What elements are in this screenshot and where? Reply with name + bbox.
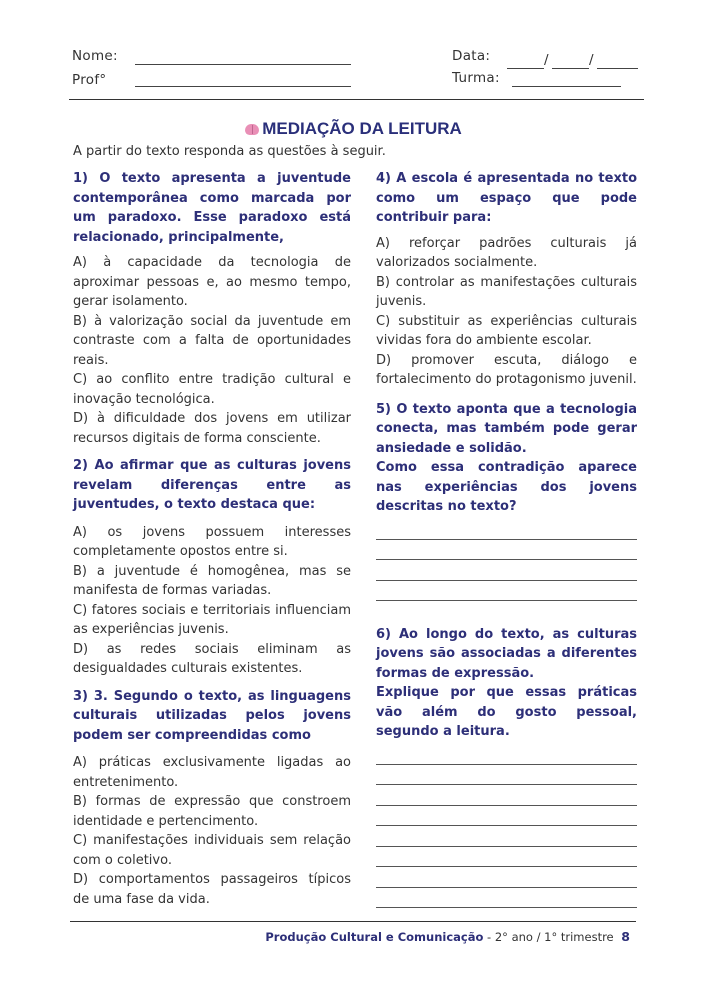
answer-line[interactable] <box>376 580 637 581</box>
date-separator: / <box>589 52 594 68</box>
question-6 <box>376 625 637 909</box>
question-prompt: 1) O texto apresenta a juventude contemporânea como marcada por um paradoxo. Esse paradoxo está relacionado, principalmente, <box>73 171 351 245</box>
option-b[interactable]: B) formas de expressão que constroem identidade e pertencimento. <box>73 794 351 829</box>
question-5 <box>376 400 637 602</box>
option-a[interactable]: A) reforçar padrões culturais já valorizados socialmente. <box>376 235 637 270</box>
answer-line[interactable] <box>376 866 637 867</box>
date-day-field[interactable] <box>507 68 544 69</box>
question-1 <box>73 169 351 448</box>
option-c[interactable]: C) manifestações individuais sem relação com o coletivo. <box>73 833 351 868</box>
option-c[interactable]: C) ao conflito entre tradição cultural e inovação tecnológica. <box>73 372 351 407</box>
answer-line[interactable] <box>376 805 637 806</box>
option-d[interactable]: D) comportamentos passageiros típicos de uma fase da vida. <box>73 872 351 907</box>
footer-detail: - 2° ano / 1° trimestre <box>483 930 614 944</box>
answer-lines <box>376 764 637 909</box>
footer-divider <box>70 921 636 922</box>
answer-line[interactable] <box>376 559 637 560</box>
question-prompt: 5) O texto aponta que a tecnologia conecta, mas também pode gerar ansiedade e solidão. <box>376 401 637 456</box>
instructions: A partir do texto responda as questões à seguir. <box>73 144 386 159</box>
brain-icon <box>245 124 259 135</box>
option-c[interactable]: C) substituir as experiências culturais vividas fora do ambiente escolar. <box>376 313 637 348</box>
question-3 <box>73 687 351 910</box>
option-d[interactable]: D) à dificuldade dos jovens em utilizar recursos digitais de forma consciente. <box>73 411 351 446</box>
answer-line[interactable] <box>376 887 637 888</box>
answer-line[interactable] <box>376 907 637 908</box>
page-number: 8 <box>621 929 630 944</box>
class-field[interactable] <box>512 86 621 87</box>
answer-line[interactable] <box>376 764 637 765</box>
right-column <box>376 169 637 928</box>
name-field[interactable] <box>135 64 351 65</box>
date-label: Data: <box>452 48 491 64</box>
page-title: MEDIAÇÃO DA LEITURA <box>0 119 707 139</box>
answer-lines <box>376 539 637 602</box>
option-c[interactable]: C) fatores sociais e territoriais influenciam as experiências juvenis. <box>73 602 351 637</box>
option-a[interactable]: A) à capacidade da tecnologia de aproximar pessoas e, ao mesmo tempo, gerar isolamento. <box>73 255 351 309</box>
answer-line[interactable] <box>376 846 637 847</box>
question-prompt-followup: Como essa contradição aparece nas experiências dos jovens descritas no texto? <box>376 460 637 514</box>
question-4 <box>376 169 637 390</box>
left-column <box>73 169 351 909</box>
answer-line[interactable] <box>376 539 637 540</box>
question-prompt: 4) A escola é apresentada no texto como um espaço que pode contribuir para: <box>376 171 637 225</box>
option-b[interactable]: B) a juventude é homogênea, mas se manifesta de formas variadas. <box>73 563 351 598</box>
date-month-field[interactable] <box>552 68 589 69</box>
question-prompt-followup: Explique por que essas práticas vão além do gosto pessoal, segundo a leitura. <box>376 685 637 739</box>
footer <box>265 929 630 944</box>
question-prompt: 3) 3. Segundo o texto, as linguagens culturais utilizadas pelos jovens podem ser compreendidas como <box>73 688 351 743</box>
answer-line[interactable] <box>376 825 637 826</box>
date-separator: / <box>544 52 549 68</box>
question-prompt: 2) Ao afirmar que as culturas jovens revelam diferenças entre as juventudes, o texto destaca que: <box>73 458 351 512</box>
question-2 <box>73 456 351 679</box>
option-d[interactable]: D) as redes sociais eliminam as desigualdades culturais existentes. <box>73 641 351 676</box>
option-d[interactable]: D) promover escuta, diálogo e fortalecimento do protagonismo juvenil. <box>376 352 637 387</box>
option-a[interactable]: A) os jovens possuem interesses completamente opostos entre si. <box>73 524 351 559</box>
footer-subject: Produção Cultural e Comunicação <box>265 930 484 944</box>
option-a[interactable]: A) práticas exclusivamente ligadas ao entretenimento. <box>73 755 351 790</box>
class-label: Turma: <box>452 70 500 86</box>
answer-line[interactable] <box>376 784 637 785</box>
teacher-label: Prof° <box>72 72 107 88</box>
header-divider <box>69 99 644 100</box>
option-b[interactable]: B) controlar as manifestações culturais juvenis. <box>376 274 637 309</box>
date-year-field[interactable] <box>597 68 638 69</box>
option-b[interactable]: B) à valorização social da juventude em contraste com a falta de oportunidades reais. <box>73 313 351 368</box>
answer-line[interactable] <box>376 600 637 601</box>
name-label: Nome: <box>72 48 118 64</box>
question-prompt: 6) Ao longo do texto, as culturas jovens são associadas a diferentes formas de expressão. <box>376 626 637 681</box>
teacher-field[interactable] <box>135 86 351 87</box>
